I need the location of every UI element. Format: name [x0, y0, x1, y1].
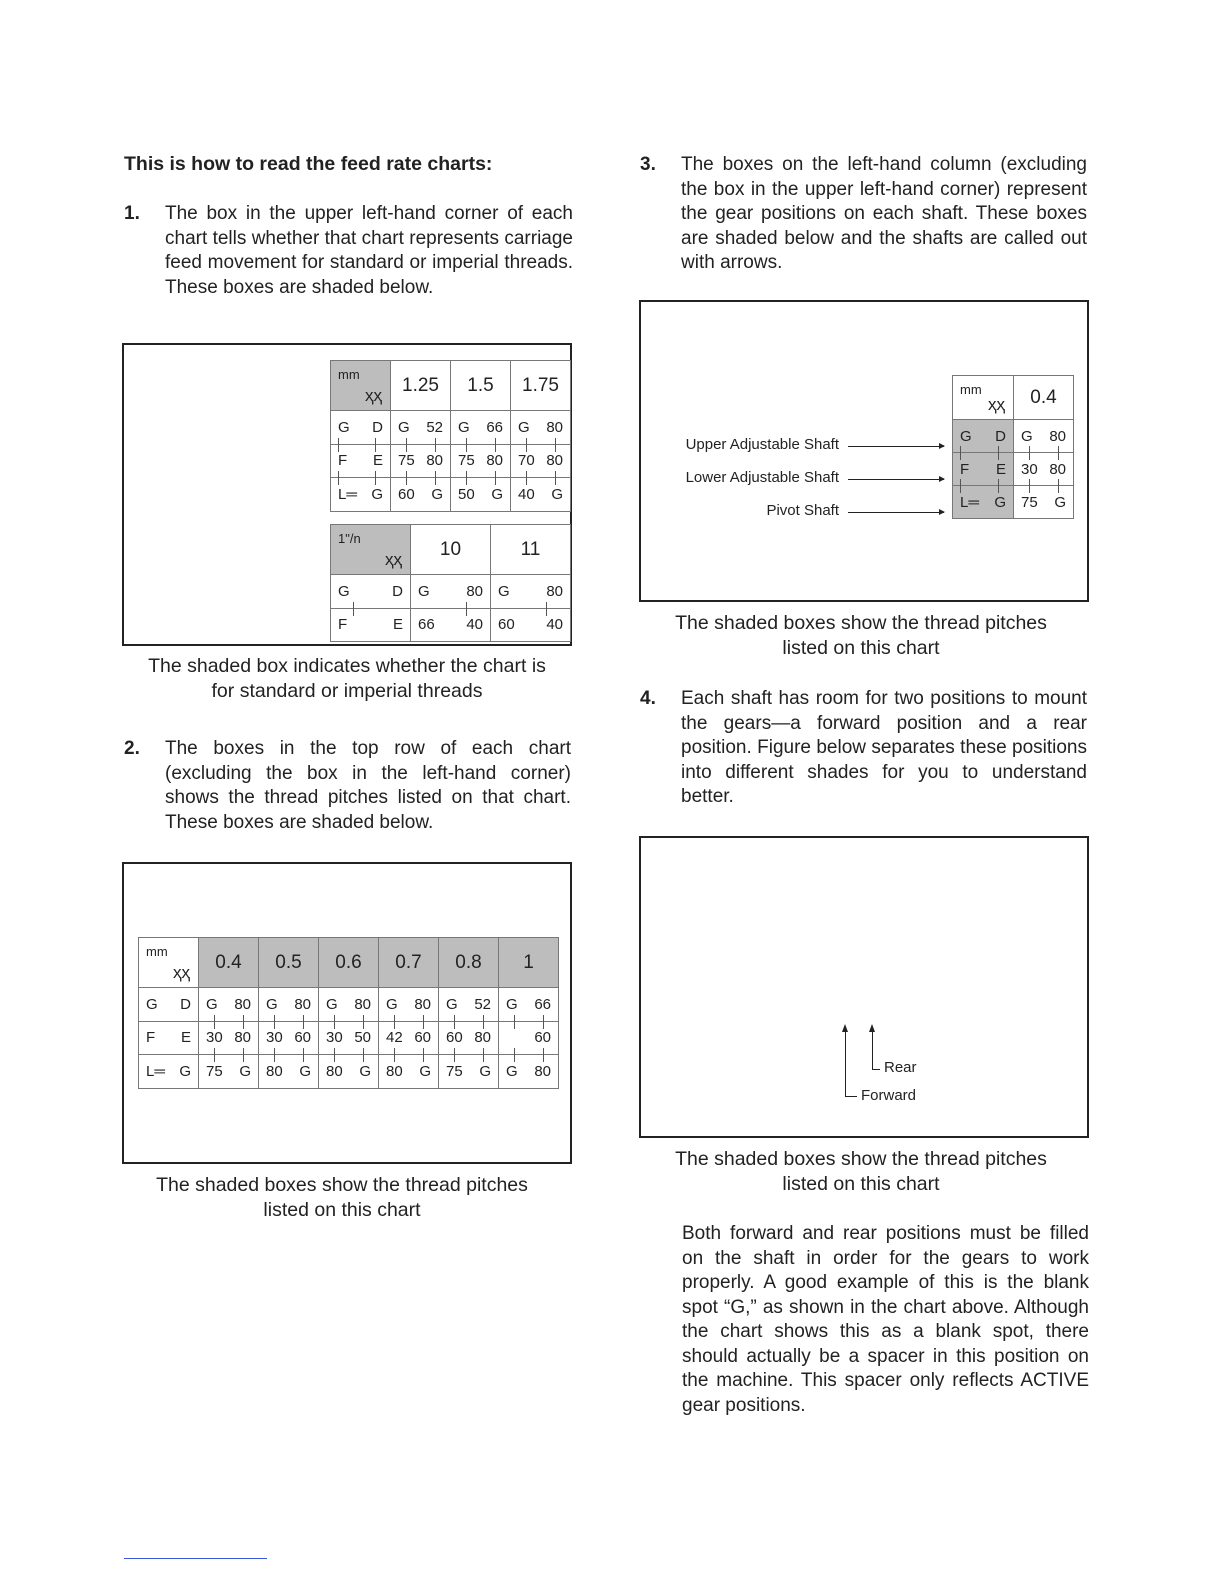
gear-link-tick: [363, 1015, 364, 1029]
gear-link-tick: [466, 471, 467, 485]
shaft-row-label: L═ G: [953, 486, 1014, 519]
gear-cell: 60 G: [391, 478, 451, 512]
gear-cell: 80 G: [379, 1055, 439, 1089]
gear-cell: G 66: [451, 411, 511, 445]
section-heading: This is how to read the feed rate charts:: [124, 153, 493, 175]
gear-link-tick: [214, 1015, 215, 1029]
gear-link-tick: [555, 438, 556, 452]
shaft-row-label: F E: [953, 453, 1014, 486]
gear-link-tick: [435, 471, 436, 485]
rear-label: Rear: [884, 1059, 917, 1076]
gear-link-tick: [526, 471, 527, 485]
gear-cell: 30 60: [259, 1021, 319, 1055]
gear-cell: 75 G: [199, 1055, 259, 1089]
gear-link-tick: [483, 1015, 484, 1029]
shaft-row-label: L═ G: [331, 478, 391, 512]
pitch-header: 0.6: [319, 938, 379, 988]
gear-link-tick: [406, 438, 407, 452]
gear-link-tick: [274, 1015, 275, 1029]
shaft-row-label: G D: [139, 988, 199, 1022]
gear-link-tick: [1029, 446, 1030, 460]
pitch-header: 0.7: [379, 938, 439, 988]
rear-pointer-head: [869, 1024, 875, 1032]
gear-link-tick: [514, 1048, 515, 1062]
gear-cell: G 80: [319, 988, 379, 1022]
lower-shaft-label: Lower Adjustable Shaft: [685, 469, 839, 486]
gear-link-tick: [334, 1048, 335, 1062]
gear-cell: G 80: [199, 988, 259, 1022]
gear-cell: 75 G: [439, 1055, 499, 1089]
gear-link-tick: [960, 446, 961, 460]
item-3-text: The boxes on the left-hand column (excluding the box in the upper left-hand corner) represent the gear positions on each shaft. These boxes are shaded below and the shafts are called out with arrows.: [681, 154, 1087, 273]
gear-cell: G 80: [499, 1055, 559, 1089]
pitch-header: 0.5: [259, 938, 319, 988]
gear-link-tick: [363, 1048, 364, 1062]
gear-link-tick: [423, 1048, 424, 1062]
units-box: [953, 376, 1014, 420]
gear-cell: G 80: [1014, 420, 1074, 453]
shaft-row-label: F E: [331, 608, 411, 642]
gear-link-tick: [495, 438, 496, 452]
shaft-row-label: G D: [331, 411, 391, 445]
gear-link-tick: [1029, 479, 1030, 493]
gear-cell: G 52: [439, 988, 499, 1022]
item-2-number: 2.: [124, 738, 140, 759]
gear-link-tick: [214, 1048, 215, 1062]
gear-link-tick: [338, 438, 339, 452]
thread-gear-icon: ҳҳ: [173, 963, 190, 982]
units-box: [331, 525, 411, 575]
gear-link-tick: [303, 1048, 304, 1062]
gear-cell: 70 80: [511, 444, 571, 478]
pitch-header: 1.25: [391, 361, 451, 411]
gear-cell: G 80: [259, 988, 319, 1022]
gear-link-tick: [1058, 479, 1059, 493]
thread-gear-icon: ҳҳ: [385, 550, 402, 569]
gear-cell: 75 80: [391, 444, 451, 478]
gear-cell: 30 50: [319, 1021, 379, 1055]
shaft-row-label: F E: [139, 1021, 199, 1055]
gear-link-tick: [454, 1048, 455, 1062]
gear-link-tick: [998, 446, 999, 460]
unit-label: mm: [338, 367, 360, 382]
gear-cell: G 80: [379, 988, 439, 1022]
gear-cell: 42 60: [379, 1021, 439, 1055]
gear-cell: 40 G: [511, 478, 571, 512]
gear-link-tick: [394, 1015, 395, 1029]
gear-link-tick: [338, 471, 339, 485]
gear-link-tick: [334, 1015, 335, 1029]
chart-mm-6: [138, 937, 559, 1089]
gear-link-tick: [526, 438, 527, 452]
thread-gear-icon: ҳҳ: [988, 395, 1005, 414]
gear-link-tick: [543, 1048, 544, 1062]
pitch-header: 1: [499, 938, 559, 988]
item-1-text: The box in the upper left-hand corner of each chart tells whether that chart represents carriage feed movement for standard or imperial threads. These boxes are shaded below.: [165, 203, 573, 298]
gear-cell: G 80: [411, 575, 491, 609]
gear-link-tick: [375, 438, 376, 452]
chart-inch: [330, 524, 571, 642]
rear-pointer-tick: [872, 1069, 880, 1070]
item-2-text: The boxes in the top row of each chart (excluding the box in the left-hand corner) shows the thread pitches listed on that chart. These boxes are shaded below.: [165, 738, 571, 833]
gear-cell: 30 80: [199, 1021, 259, 1055]
gear-link-tick: [998, 479, 999, 493]
gear-cell: 75 G: [1014, 486, 1074, 519]
gear-link-tick: [466, 438, 467, 452]
gear-link-tick: [406, 471, 407, 485]
pitch-header: 0.4: [1014, 376, 1074, 420]
pitch-header: 1.75: [511, 361, 571, 411]
gear-link-tick: [435, 438, 436, 452]
unit-label: mm: [146, 944, 168, 959]
gear-link-tick: [243, 1048, 244, 1062]
item-1-number: 1.: [124, 203, 140, 224]
gear-cell: 80 G: [259, 1055, 319, 1089]
gear-link-tick: [483, 1048, 484, 1062]
figure-1-caption: The shaded box indicates whether the chart is for standard or imperial threads: [148, 655, 546, 702]
item-4-text: Each shaft has room for two positions to mount the gears—a forward position and a rear position. Figure below separates these positions into different shades for you to understand better.: [681, 688, 1087, 807]
forward-pointer-tick: [845, 1096, 857, 1097]
figure-2-caption: The shaded boxes show the thread pitches listed on this chart: [156, 1174, 528, 1221]
gear-link-tick: [394, 1048, 395, 1062]
gear-cell: 30 80: [1014, 453, 1074, 486]
forward-label: Forward: [861, 1087, 917, 1104]
pitch-header: 10: [411, 525, 491, 575]
figure-4-caption: The shaded boxes show the thread pitches listed on this chart: [675, 1148, 1047, 1195]
gear-cell: G 52: [391, 411, 451, 445]
gear-link-tick: [454, 1015, 455, 1029]
thread-gear-icon: ҳҳ: [365, 386, 382, 405]
gear-cell: 66 40: [411, 608, 491, 642]
gear-link-tick: [555, 471, 556, 485]
gear-cell: 60 80: [439, 1021, 499, 1055]
footnote-rule: [124, 1558, 267, 1559]
gear-cell: 75 80: [451, 444, 511, 478]
pitch-header: 11: [491, 525, 571, 575]
gear-link-tick: [514, 1015, 515, 1029]
gear-cell: 60 40: [491, 608, 571, 642]
pitch-header: 0.4: [199, 938, 259, 988]
units-box: [139, 938, 199, 988]
pivot-shaft-arrow: [848, 512, 944, 513]
forward-pointer-head: [842, 1024, 848, 1032]
gear-cell: 80 G: [319, 1055, 379, 1089]
gear-link-tick: [546, 602, 547, 616]
gear-cell: G 66: [499, 988, 559, 1022]
closing-paragraph: Both forward and rear positions must be filled on the shaft in order for the gears to work properly. A good example of this is the blank spot “G,” as shown in the chart above. Although the chart shows this as a blank spot, there should actually be a spacer in this position on the machine. This spacer only reflects ACTIVE gear positions.: [682, 1223, 1089, 1416]
gear-cell: 60: [499, 1021, 559, 1055]
units-box: [331, 361, 391, 411]
gear-link-tick: [243, 1015, 244, 1029]
shaft-row-label: G D: [331, 575, 411, 609]
gear-link-tick: [423, 1015, 424, 1029]
figure-3-caption: The shaded boxes show the thread pitches listed on this chart: [675, 612, 1047, 659]
gear-link-tick: [960, 479, 961, 493]
item-4-number: 4.: [640, 688, 656, 709]
gear-cell: 50 G: [451, 478, 511, 512]
shaft-row-label: G D: [953, 420, 1014, 453]
gear-link-tick: [303, 1015, 304, 1029]
pitch-header: 1.5: [451, 361, 511, 411]
chart-shaft: [952, 375, 1074, 519]
gear-link-tick: [274, 1048, 275, 1062]
upper-shaft-arrow: [848, 446, 944, 447]
lower-shaft-arrow: [848, 479, 944, 480]
gear-link-tick: [375, 471, 376, 485]
gear-link-tick: [466, 602, 467, 616]
unit-label: mm: [960, 382, 982, 397]
shaft-row-label: L═ G: [139, 1055, 199, 1089]
shaft-row-label: F E: [331, 444, 391, 478]
chart-mm-1: [330, 360, 571, 512]
upper-shaft-label: Upper Adjustable Shaft: [685, 436, 839, 453]
item-3-number: 3.: [640, 154, 656, 175]
gear-cell: G 80: [491, 575, 571, 609]
rear-pointer-line: [872, 1030, 873, 1069]
forward-pointer-line: [845, 1030, 846, 1096]
unit-label: 1"/n: [338, 531, 361, 546]
gear-cell: G 80: [511, 411, 571, 445]
gear-link-tick: [543, 1015, 544, 1029]
gear-link-tick: [495, 471, 496, 485]
gear-link-tick: [353, 602, 354, 616]
pivot-shaft-label: Pivot Shaft: [766, 502, 839, 519]
gear-link-tick: [1058, 446, 1059, 460]
pitch-header: 0.8: [439, 938, 499, 988]
